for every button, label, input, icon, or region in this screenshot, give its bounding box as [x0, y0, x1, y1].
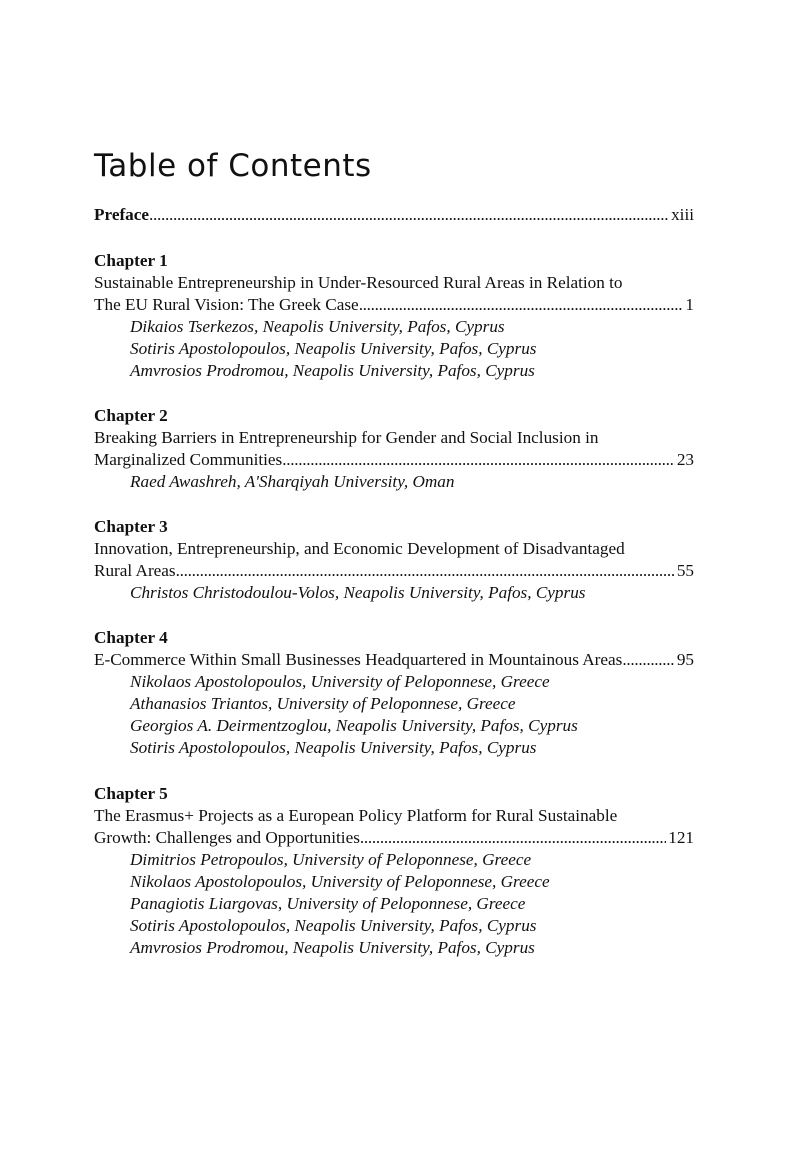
- page-title: Table of Contents: [94, 148, 372, 184]
- chapter-title-continued: The EU Rural Vision: The Greek Case: [94, 295, 359, 314]
- dot-leader: [282, 449, 675, 471]
- chapter-page-number: 95: [676, 650, 694, 669]
- toc-entry-chapter-2[interactable]: [94, 405, 694, 493]
- chapter-label: Chapter 5: [94, 784, 168, 803]
- author: Nikolaos Apostolopoulos, University of Peloponnese, Greece: [130, 872, 550, 891]
- toc-entry-preface[interactable]: [94, 204, 694, 226]
- chapter-label: Chapter 1: [94, 251, 168, 270]
- preface-page-number: xiii: [671, 205, 694, 224]
- author: Raed Awashreh, A'Sharqiyah University, Oman: [130, 472, 455, 491]
- author-list: [94, 849, 694, 959]
- dot-leader: [622, 649, 674, 671]
- author: Sotiris Apostolopoulos, Neapolis University, Pafos, Cyprus: [130, 339, 537, 358]
- author: Amvrosios Prodromou, Neapolis University, Pafos, Cyprus: [130, 361, 535, 380]
- dot-leader: [359, 294, 684, 316]
- author: Dimitrios Petropoulos, University of Peloponnese, Greece: [130, 850, 532, 869]
- dot-leader: [149, 204, 669, 226]
- preface-label: Preface: [94, 205, 150, 224]
- chapter-title: E-Commerce Within Small Businesses Headquartered in Mountainous Areas: [94, 650, 623, 669]
- toc-entry-chapter-3[interactable]: [94, 516, 694, 604]
- chapter-title-continued: Marginalized Communities: [94, 450, 283, 469]
- author: Nikolaos Apostolopoulos, University of Peloponnese, Greece: [130, 672, 550, 691]
- chapter-title: Sustainable Entrepreneurship in Under-Resourced Rural Areas in Relation to: [94, 273, 623, 292]
- chapter-page-number: 55: [676, 561, 694, 580]
- toc-entry-chapter-1[interactable]: [94, 250, 694, 382]
- author: Georgios A. Deirmentzoglou, Neapolis University, Pafos, Cyprus: [130, 716, 578, 735]
- author: Dikaios Tserkezos, Neapolis University, Pafos, Cyprus: [130, 317, 505, 336]
- author: Athanasios Triantos, University of Peloponnese, Greece: [130, 694, 516, 713]
- chapter-page-number: 1: [685, 295, 694, 314]
- author: Amvrosios Prodromou, Neapolis University, Pafos, Cyprus: [130, 938, 535, 957]
- chapter-label: Chapter 4: [94, 628, 168, 647]
- author-list: [94, 582, 694, 604]
- dot-leader: [176, 560, 675, 582]
- chapter-title-continued: Growth: Challenges and Opportunities: [94, 828, 360, 847]
- author: Christos Christodoulou-Volos, Neapolis University, Pafos, Cyprus: [130, 583, 586, 602]
- chapter-title: The Erasmus+ Projects as a European Policy Platform for Rural Sustainable: [94, 806, 618, 825]
- toc-entry-chapter-4[interactable]: [94, 627, 694, 759]
- chapter-title: Innovation, Entrepreneurship, and Economic Development of Disadvantaged: [94, 539, 625, 558]
- author: Sotiris Apostolopoulos, Neapolis University, Pafos, Cyprus: [130, 738, 537, 757]
- chapter-label: Chapter 3: [94, 517, 168, 536]
- dot-leader: [360, 827, 666, 849]
- author: Panagiotis Liargovas, University of Peloponnese, Greece: [130, 894, 526, 913]
- chapter-page-number: 121: [668, 828, 694, 847]
- toc-entry-chapter-5[interactable]: [94, 783, 694, 959]
- chapter-title: Breaking Barriers in Entrepreneurship for Gender and Social Inclusion in: [94, 428, 599, 447]
- author-list: [94, 671, 694, 759]
- chapter-title-continued: Rural Areas: [94, 561, 176, 580]
- chapter-page-number: 23: [676, 450, 694, 469]
- author: Sotiris Apostolopoulos, Neapolis University, Pafos, Cyprus: [130, 916, 537, 935]
- author-list: [94, 316, 694, 382]
- chapter-label: Chapter 2: [94, 406, 168, 425]
- author-list: [94, 471, 694, 493]
